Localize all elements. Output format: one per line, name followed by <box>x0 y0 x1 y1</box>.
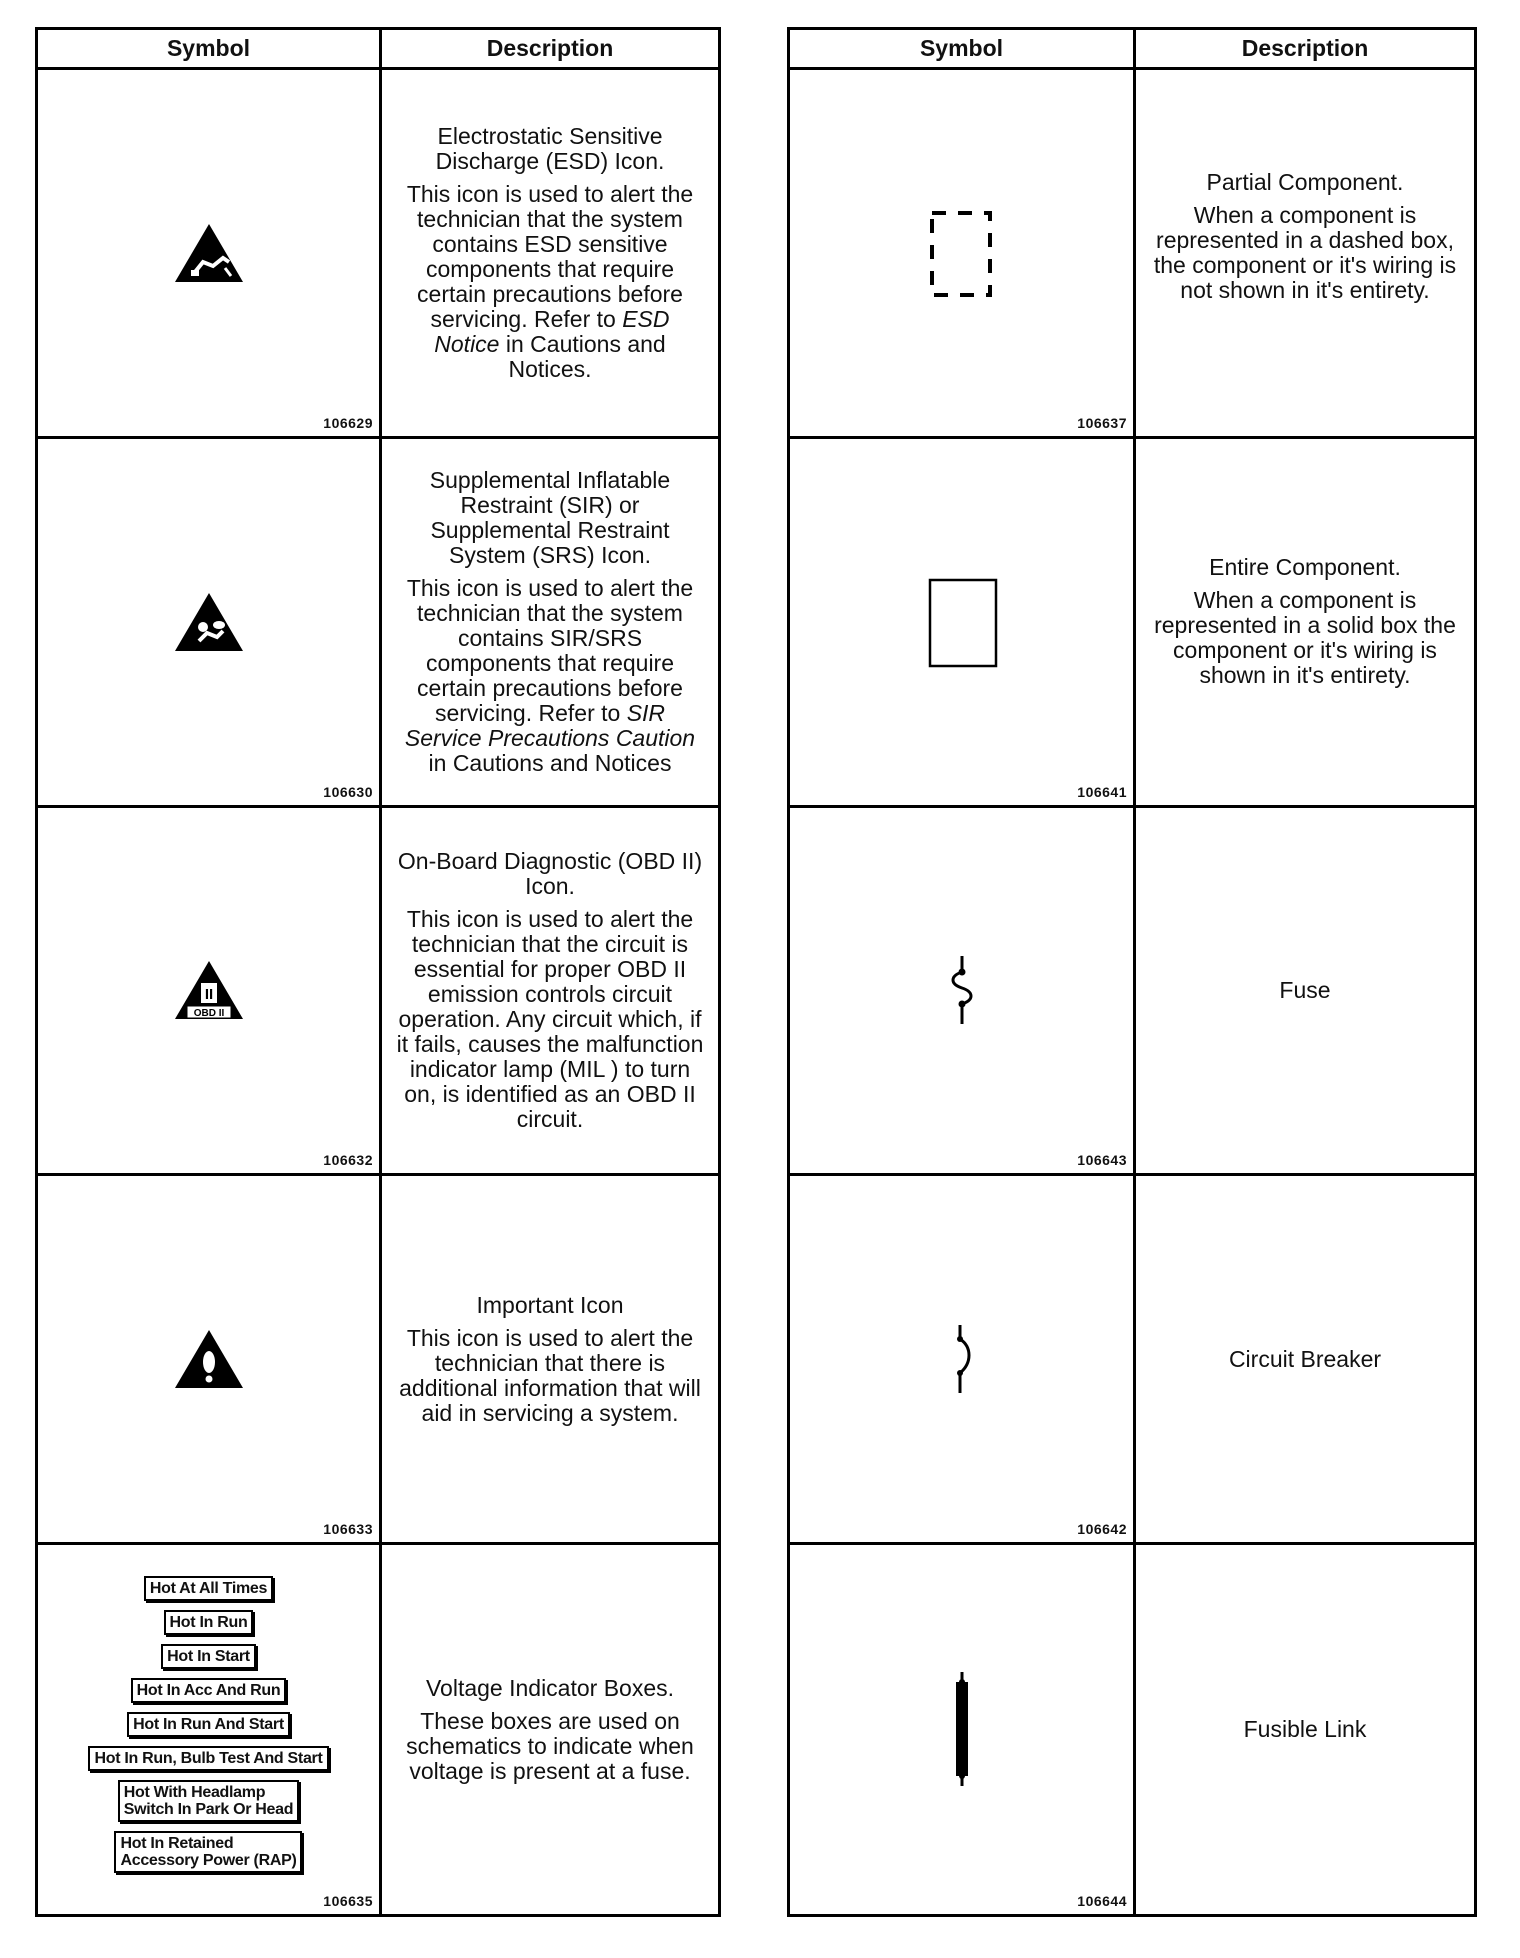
fuse-symbol <box>942 950 982 1030</box>
description-title: Partial Component. <box>1206 169 1404 195</box>
important-icon <box>173 1328 245 1390</box>
description-cell-important <box>382 1176 718 1545</box>
voltage-box: Hot In Run, Bulb Test And Start <box>88 1746 328 1771</box>
voltage-box: Hot With Headlamp Switch In Park Or Head <box>118 1780 299 1822</box>
description-title: Important Icon <box>476 1291 624 1318</box>
sir-srs-icon <box>173 591 245 653</box>
symbol-cell-fusible-link <box>790 1545 1136 1914</box>
description-title: Fusible Link <box>1243 1716 1367 1743</box>
symbol-cell-partial-component <box>790 70 1136 439</box>
figure-number: 106644 <box>1077 1892 1127 1909</box>
figure-number: 106629 <box>323 414 373 431</box>
symbol-cell-sir <box>38 439 382 808</box>
description-cell-partial-component <box>1136 70 1474 439</box>
symbol-cell-entire-component <box>790 439 1136 808</box>
figure-number: 106637 <box>1077 414 1127 431</box>
figure-number: 106642 <box>1077 1521 1127 1538</box>
partial-component-symbol <box>922 203 1002 303</box>
voltage-box: Hot In Retained Accessory Power (RAP) <box>114 1831 302 1873</box>
symbol-column-header: Symbol <box>38 30 382 70</box>
description-body: When a component is represented in a solid box the component or it's wiring is shown in it's entirety. <box>1154 587 1456 689</box>
description-title: Entire Component. <box>1209 554 1401 581</box>
description-cell-fuse <box>1136 808 1474 1177</box>
description-body: When a component is represented in a dashed box, the component or it's wiring is not shown in it's entirety. <box>1153 202 1457 303</box>
description-cell-esd <box>382 70 718 439</box>
description-body: This icon is used to alert the technician that the system contains ESD sensitive components that require certain precautions before servicing. Refer to ESD Notice in Cautions and Notices. <box>406 180 694 382</box>
description-title: Electrostatic Sensitive Discharge (ESD) Icon. <box>435 122 665 174</box>
description-body: This icon is used to alert the technician that the circuit is essential for proper OBD II emission controls circuit operation. Any circuit which, if it fails, causes the malfunction indicator lamp (MIL ) to turn on, is identified as an OBD II circuit. <box>396 905 704 1132</box>
description-cell-fusible-link <box>1136 1545 1474 1914</box>
description-cell-circuit-breaker <box>1136 1176 1474 1545</box>
circuit-breaker-symbol <box>942 1319 982 1399</box>
description-body: This icon is used to alert the technician that there is additional information that will aid in servicing a system. <box>399 1324 701 1426</box>
description-title: Circuit Breaker <box>1228 1345 1382 1372</box>
symbol-cell-esd <box>38 70 382 439</box>
figure-number: 106641 <box>1077 783 1127 800</box>
description-title: On-Board Diagnostic (OBD II) Icon. <box>397 847 703 899</box>
description-title: Fuse <box>1279 976 1331 1003</box>
description-title: Voltage Indicator Boxes. <box>425 1674 675 1701</box>
figure-number: 106635 <box>323 1892 373 1909</box>
description-column-header: Description <box>382 30 718 70</box>
esd-icon <box>173 222 245 284</box>
voltage-box: Hot In Start <box>161 1644 256 1669</box>
description-cell-entire-component <box>1136 439 1474 808</box>
symbol-cell-circuit-breaker <box>790 1176 1136 1545</box>
voltage-box: Hot In Run And Start <box>127 1712 290 1737</box>
symbol-table-left <box>35 27 721 1917</box>
figure-number: 106643 <box>1077 1152 1127 1169</box>
svg-text:OBD II: OBD II <box>193 1008 224 1020</box>
symbol-column-header: Symbol <box>790 30 1136 70</box>
description-title: Supplemental Inflatable Restraint (SIR) or Supplemental Restraint System (SRS) Icon. <box>429 466 671 568</box>
description-cell-obd <box>382 808 718 1177</box>
description-body: This icon is used to alert the technician that the system contains SIR/SRS components that require certain precautions before servicing. Refer to SIR Service Precautions Caution in Cautions and Notices <box>404 574 696 776</box>
description-cell-voltage-boxes <box>382 1545 718 1914</box>
figure-number: 106633 <box>323 1521 373 1538</box>
symbol-cell-fuse <box>790 808 1136 1177</box>
symbol-cell-voltage-boxes <box>38 1545 382 1914</box>
figure-number: 106632 <box>323 1152 373 1169</box>
figure-number: 106630 <box>323 783 373 800</box>
voltage-indicator-boxes <box>88 1576 328 1873</box>
symbol-cell-important <box>38 1176 382 1545</box>
symbol-table-right <box>787 27 1477 1917</box>
svg-text:II: II <box>204 986 213 1004</box>
voltage-box: Hot In Run <box>164 1610 254 1635</box>
voltage-box: Hot At All Times <box>144 1576 273 1601</box>
description-cell-sir <box>382 439 718 808</box>
entire-component-symbol <box>922 572 1002 672</box>
voltage-box: Hot In Acc And Run <box>131 1678 287 1703</box>
description-body: These boxes are used on schematics to indicate when voltage is present at a fuse. <box>406 1707 694 1784</box>
description-column-header: Description <box>1136 30 1474 70</box>
obd-ii-icon <box>173 959 245 1021</box>
fusible-link-symbol <box>947 1670 977 1790</box>
symbol-cell-obd <box>38 808 382 1177</box>
